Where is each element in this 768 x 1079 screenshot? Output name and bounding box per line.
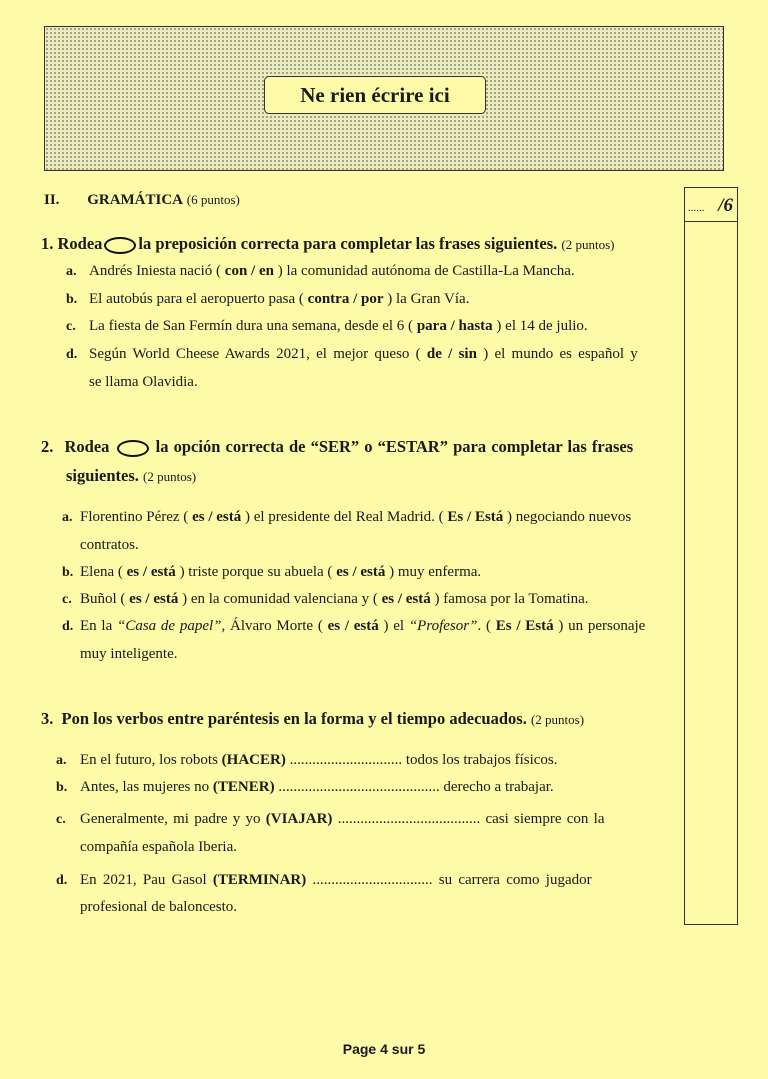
section-number: II.	[44, 192, 60, 208]
question-verb: Rodea	[64, 437, 110, 456]
item-letter: c.	[66, 319, 76, 334]
section-header	[44, 192, 240, 209]
q1-item-c: La fiesta de San Fermín dura una semana, desde el 6 ( para / hasta ) el 14 de julio.	[89, 318, 588, 334]
q1-item-b: El autobús para el aeropuerto pasa ( contra / por ) la Gran Vía.	[89, 291, 470, 307]
score-cell	[685, 188, 737, 222]
do-not-write-label: Ne rien écrire ici	[264, 76, 486, 114]
item-letter: a.	[66, 264, 77, 279]
q3-item-d-cont: profesional de baloncesto.	[80, 899, 238, 915]
question-points: (2 puntos)	[530, 712, 585, 727]
item-letter: a.	[56, 753, 67, 768]
answer-blank: ..............................	[285, 752, 406, 768]
option: por	[361, 291, 384, 307]
q2-item-a-cont: contratos.	[80, 537, 139, 553]
question-2-title	[41, 437, 633, 457]
question-3-title	[41, 709, 584, 729]
item-letter: c.	[62, 592, 72, 607]
item-letter: a.	[62, 510, 73, 525]
question-2-title-cont: siguientes. (2 puntos)	[66, 466, 197, 485]
option: para	[416, 318, 447, 334]
item-letter: d.	[66, 347, 78, 362]
q3-item-c: Generalmente, mi padre y yo (VIAJAR) ...................................... casi siempre con la	[80, 811, 605, 827]
q2-item-c: Buñol ( es / está ) en la comunidad valenciana y ( es / está ) famosa por la Tomatina.	[80, 591, 589, 607]
score-blank: ......	[688, 202, 705, 214]
option: con	[224, 263, 248, 279]
item-letter: d.	[62, 619, 74, 634]
question-1-title	[41, 234, 615, 254]
question-text: la preposición correcta para completar las frases siguientes.	[138, 234, 558, 253]
answer-blank: ...........................................	[274, 779, 444, 795]
page-number: Page 4 sur 5	[342, 1041, 426, 1057]
item-letter: c.	[56, 812, 66, 827]
question-number: 3.	[41, 709, 54, 728]
question-text: la opción correcta de “SER” o “ESTAR” para completar las frases	[155, 437, 634, 456]
item-letter: d.	[56, 873, 68, 888]
question-number: 2.	[41, 437, 54, 456]
q2-item-b: Elena ( es / está ) triste porque su abuela ( es / está ) muy enferma.	[80, 564, 482, 580]
q2-item-a: Florentino Pérez ( es / está ) el presidente del Real Madrid. ( Es / Está ) negociando nuevos	[80, 509, 632, 525]
q1-item-d: Según World Cheese Awards 2021, el mejor queso ( de / sin ) el mundo es español y	[89, 346, 638, 362]
item-letter: b.	[56, 780, 68, 795]
score-column	[684, 187, 738, 925]
circle-icon	[117, 440, 149, 457]
question-verb: Rodea	[57, 234, 103, 253]
q3-item-a: En el futuro, los robots (HACER) .............................. todos los trabajos físicos.	[80, 752, 558, 768]
option: sin	[458, 346, 477, 362]
question-text: Pon los verbos entre paréntesis en la forma y el tiempo adecuados.	[61, 709, 527, 728]
section-title: GRAMÁTICA	[87, 192, 184, 208]
q2-item-d-cont: muy inteligente.	[80, 646, 178, 662]
circle-icon	[104, 237, 136, 254]
item-letter: b.	[62, 565, 74, 580]
answer-blank: ......................................	[332, 811, 486, 827]
q3-item-d: En 2021, Pau Gasol (TERMINAR) ................................ su carrera como jugador	[80, 872, 592, 888]
question-points: (2 puntos)	[561, 237, 615, 252]
q1-item-d-cont: se llama Olavidia.	[89, 374, 198, 390]
q3-item-b: Antes, las mujeres no (TENER) ........................................... derecho a trabajar.	[80, 779, 554, 795]
option: hasta	[458, 318, 493, 334]
option: en	[258, 263, 274, 279]
section-points: (6 puntos)	[186, 192, 240, 207]
option: contra	[307, 291, 350, 307]
item-letter: b.	[66, 292, 78, 307]
question-points: (2 puntos)	[143, 469, 197, 484]
q1-item-a: Andrés Iniesta nació ( con / en ) la comunidad autónoma de Castilla-La Mancha.	[89, 263, 575, 279]
question-number: 1.	[41, 234, 54, 253]
q2-item-d: En la “Casa de papel”, Álvaro Morte ( es / está ) el “Profesor”. ( Es / Está ) un personaje	[80, 618, 646, 634]
answer-blank: ................................	[306, 872, 439, 888]
score-total: /6	[718, 195, 733, 216]
option: de	[426, 346, 442, 362]
do-not-write-area	[44, 26, 724, 171]
q3-item-c-cont: compañía española Iberia.	[80, 839, 238, 855]
